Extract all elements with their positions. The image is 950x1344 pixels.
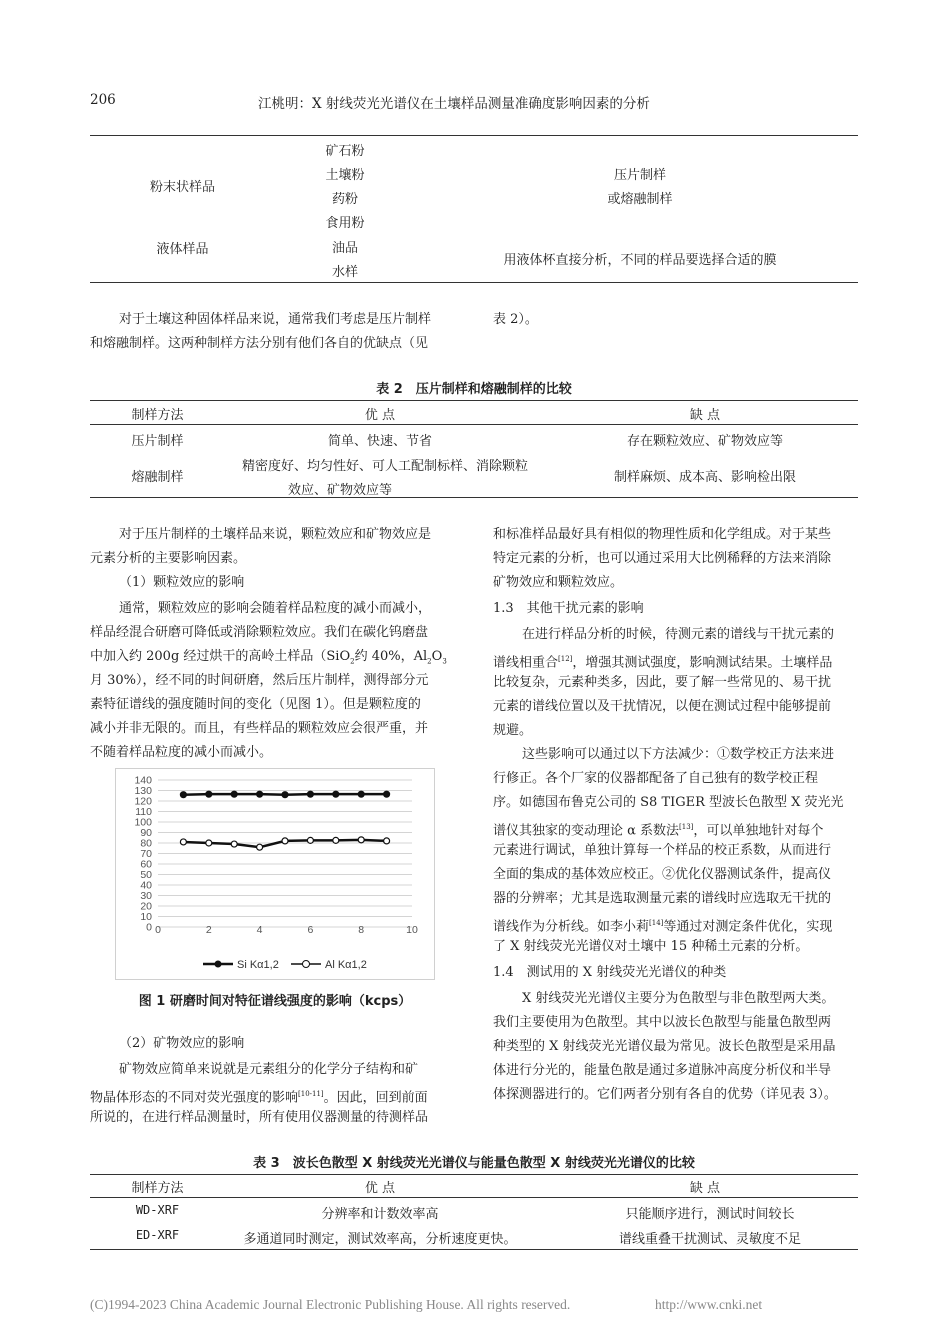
data-point-si bbox=[333, 791, 339, 797]
table2-cell: 制样麻烦、成本高、影响检出限 bbox=[613, 470, 796, 485]
footer bbox=[90, 1297, 763, 1313]
y-tick-label: 10 bbox=[140, 911, 152, 923]
table2-cell: 熔融制样 bbox=[131, 470, 184, 485]
right-p4-line: X 射线荧光光谱仪主要分为色散型与非色散型两大类。 bbox=[522, 991, 835, 1006]
data-point-al bbox=[257, 844, 263, 850]
left-heading-2: （2）矿物效应的影响 bbox=[119, 1036, 245, 1051]
cnki-url[interactable]: http://www.cnki.net bbox=[655, 1297, 763, 1312]
left-p2-line: 样品经混合研磨可降低或消除颗粒效应。我们在碳化钨磨盘 bbox=[90, 625, 429, 640]
legend-al-label: Al Kα1,2 bbox=[325, 959, 367, 971]
x-tick-label: 2 bbox=[205, 924, 212, 936]
right-p2-line: 比较复杂，元素种类多，因此，要了解一些常见的、易干扰 bbox=[493, 675, 832, 690]
y-tick-label: 90 bbox=[140, 827, 152, 839]
y-tick-label: 50 bbox=[140, 869, 152, 881]
table1-sample: 土壤粉 bbox=[325, 168, 365, 183]
y-tick-label: 60 bbox=[140, 858, 152, 871]
data-point-al bbox=[180, 839, 186, 845]
left-p2-line: 中加入约 200g 经过烘干的高岭土样品（SiO$_2$约 40%，$Al_2O_3$ bbox=[90, 649, 447, 666]
right-p2-line: 谱线相重合[12]，增强其测试强度，影响测试结果。土壤样品 bbox=[493, 655, 833, 671]
table2-header: 制样方法 bbox=[131, 408, 184, 423]
y-tick-label: 100 bbox=[134, 816, 152, 829]
running-title: 江桃明：X 射线荧光光谱仪在土壤样品测量准确度影响因素的分析 bbox=[258, 96, 650, 112]
data-point-si bbox=[384, 791, 390, 797]
data-point-al bbox=[206, 840, 212, 846]
left-p2-line: 不随着样品粒度的减小而减小。 bbox=[90, 745, 273, 760]
y-tick-label: 80 bbox=[140, 837, 152, 850]
right-p3-line: 谱线作为分析线。如李小莉[14]等通过对测定条件优化，实现 bbox=[493, 919, 833, 935]
right-p4-line: 体探测器进行的。它们两者分别有各自的优势（详见表 3）。 bbox=[493, 1087, 837, 1102]
x-tick-label: 10 bbox=[406, 924, 418, 936]
data-point-si bbox=[307, 791, 313, 797]
data-point-si bbox=[282, 792, 288, 798]
y-tick-label: 130 bbox=[134, 785, 152, 797]
y-tick-label: 120 bbox=[134, 795, 152, 808]
table3-cell: 分辨率和计数效率高 bbox=[321, 1207, 439, 1222]
left-heading-1: （1）颗粒效应的影响 bbox=[119, 575, 245, 590]
right-p2-line: 元素的谱线位置以及干扰情况，以便在测试过程中能够提前 bbox=[493, 699, 832, 714]
intro-line: 对于土壤这种固体样品来说，通常我们考虑是压片制样 bbox=[119, 312, 432, 327]
table2-cell: 存在颗粒效应、矿物效应等 bbox=[626, 434, 783, 449]
data-point-al bbox=[384, 838, 390, 844]
right-heading-1-3: 1.3 其他干扰元素的影响 bbox=[493, 601, 644, 616]
data-point-al bbox=[333, 837, 339, 843]
table1-method: 压片制样 bbox=[613, 168, 666, 183]
figure1-caption: 图 1 研磨时间对特征谱线强度的影响（kcps） bbox=[138, 994, 412, 1009]
right-p3-line: 这些影响可以通过以下方法减少：①数学校正方法来进 bbox=[522, 747, 835, 762]
table1-bottom-rule bbox=[90, 282, 858, 283]
table2-bottom-rule bbox=[90, 497, 858, 498]
y-tick-label: 20 bbox=[140, 900, 152, 913]
left-p3-line: 物晶体形态的不同对荧光强度的影响[10-11]。因此，回到前面 bbox=[90, 1090, 428, 1106]
table3-header: 优 点 bbox=[364, 1181, 396, 1196]
table1-sample: 矿石粉 bbox=[325, 144, 365, 159]
right-p3-line: 全面的集成的基体效应校正。②优化仪器测试条件，提高仪 bbox=[493, 867, 832, 882]
right-p4-line: 体进行分光的，能量色散是通过多道脉冲高度分析仪和半导 bbox=[493, 1063, 832, 1078]
table1-sample: 水样 bbox=[331, 265, 358, 280]
y-tick-label: 0 bbox=[146, 921, 152, 934]
data-point-al bbox=[231, 841, 237, 847]
table2-caption: 表 2 压片制样和熔融制样的比较 bbox=[376, 382, 572, 397]
left-p2-line: 减小并非无限的。而且，有些样品的颗粒效应会很严重，并 bbox=[90, 721, 429, 736]
right-p3-line: 序。如德国布鲁克公司的 S8 TIGER 型波长色散型 X 荧光光 bbox=[493, 795, 844, 810]
left-p3-line: 矿物效应简单来说就是元素组分的化学分子结构和矿 bbox=[119, 1062, 419, 1077]
data-point-si bbox=[231, 791, 237, 797]
right-p4-line: 我们主要使用为色散型。其中以波长色散型与能量色散型两 bbox=[493, 1015, 832, 1030]
right-p3-line: 行修正。各个厂家的仪器都配备了自己独有的数学校正程 bbox=[493, 771, 819, 786]
right-p3-line: 元素进行调试，单独计算每一个样品的校正系数，从而进行 bbox=[493, 843, 832, 858]
table1-sample: 食用粉 bbox=[325, 216, 365, 231]
left-p1-line: 元素分析的主要影响因素。 bbox=[90, 551, 247, 566]
table2-top-rule bbox=[90, 400, 858, 401]
intro-right: 表 2）。 bbox=[493, 312, 538, 327]
table3-header: 制样方法 bbox=[131, 1181, 184, 1196]
x-tick-label: 8 bbox=[358, 924, 365, 936]
y-tick-label: 30 bbox=[140, 890, 152, 902]
left-p3-line: 所说的，在进行样品测量时，所有使用仪器测量的待测样品 bbox=[90, 1110, 429, 1125]
table1-top-rule bbox=[90, 135, 858, 136]
intro-line: 和熔融制样。这两种制样方法分别有他们各自的优缺点（见 bbox=[90, 336, 429, 351]
right-p1-line: 矿物效应和颗粒效应。 bbox=[493, 575, 624, 590]
data-point-si bbox=[180, 792, 186, 798]
table1-method: 用液体杯直接分析，不同的样品要选择合适的膜 bbox=[503, 253, 777, 268]
data-point-si bbox=[358, 791, 364, 797]
table3-cell: 多通道同时测定，测试效率高，分析速度更快。 bbox=[243, 1232, 517, 1247]
right-p4-line: 种类型的 X 射线荧光光谱仪最为常见。波长色散型是采用晶 bbox=[493, 1039, 836, 1054]
data-point-al bbox=[358, 837, 364, 843]
data-point-al bbox=[282, 838, 288, 844]
data-point-si bbox=[206, 791, 212, 797]
right-p3-line: 器的分辨率；尤其是选取测量元素的谱线时应选取无干扰的 bbox=[493, 891, 832, 906]
copyright-text: (C)1994-2023 China Academic Journal Electronic Publishing House. All rights reserved. bbox=[90, 1297, 571, 1312]
figure1-chart bbox=[115, 768, 435, 980]
y-tick-label: 110 bbox=[135, 806, 152, 818]
table2-mid-rule bbox=[90, 424, 858, 425]
table2-header: 缺 点 bbox=[689, 408, 721, 423]
y-tick-label: 70 bbox=[140, 848, 152, 860]
data-point-si bbox=[257, 791, 263, 797]
left-p2-line: 月 30%），经不同的时间研磨，然后压片制样，测得部分元 bbox=[90, 673, 429, 688]
table2-header: 优 点 bbox=[364, 408, 396, 423]
right-p3-line: 了 X 射线荧光光谱仪对土壤中 15 种稀土元素的分析。 bbox=[493, 939, 809, 954]
legend-al-marker bbox=[303, 961, 310, 968]
table3-cell: 谱线重叠干扰测试、灵敏度不足 bbox=[618, 1232, 801, 1247]
table3-top-rule bbox=[90, 1174, 858, 1175]
y-tick-label: 40 bbox=[140, 879, 152, 892]
table1-sample: 油品 bbox=[331, 241, 358, 256]
table1-method: 或熔融制样 bbox=[607, 192, 673, 207]
table1-sample: 药粉 bbox=[331, 192, 358, 207]
table2-cell: 简单、快速、节省 bbox=[327, 434, 432, 449]
table3-mid-rule bbox=[90, 1197, 858, 1198]
table3-bottom-rule bbox=[90, 1249, 858, 1250]
x-tick-label: 0 bbox=[155, 924, 161, 936]
table2-cell: 压片制样 bbox=[131, 434, 184, 449]
table3-cell: 只能顺序进行，测试时间较长 bbox=[625, 1207, 795, 1222]
left-p2-line: 素特征谱线的强度随时间的变化（见图 1）。但是颗粒度的 bbox=[90, 697, 421, 712]
x-tick-label: 6 bbox=[307, 924, 314, 936]
right-heading-1-4: 1.4 测试用的 X 射线荧光光谱仪的种类 bbox=[493, 965, 727, 980]
table3-caption: 表 3 波长色散型 X 射线荧光光谱仪与能量色散型 X 射线荧光光谱仪的比较 bbox=[253, 1156, 695, 1171]
right-p2-line: 规避。 bbox=[493, 723, 533, 738]
right-p1-line: 和标准样品最好具有相似的物理性质和化学组成。对于某些 bbox=[493, 527, 832, 542]
left-p1-line: 对于压片制样的土壤样品来说，颗粒效应和矿物效应是 bbox=[119, 527, 432, 542]
table1-category: 液体样品 bbox=[156, 242, 209, 257]
y-tick-label: 140 bbox=[134, 774, 152, 787]
table2-cell: 效应、矿物效应等 bbox=[287, 483, 392, 498]
table1-category: 粉末状样品 bbox=[149, 180, 215, 195]
table2-cell: 精密度好、均匀性好、可人工配制标样、消除颗粒 bbox=[241, 459, 528, 474]
x-tick-label: 4 bbox=[256, 924, 263, 936]
left-p2-line: 通常，颗粒效应的影响会随着样品粒度的减小而减小， bbox=[119, 601, 432, 616]
right-p2-line: 在进行样品分析的时候，待测元素的谱线与干扰元素的 bbox=[522, 627, 835, 642]
table3-header: 缺 点 bbox=[689, 1181, 721, 1196]
page-number: 206 bbox=[90, 92, 116, 108]
table3-cell: WD-XRF bbox=[135, 1203, 180, 1217]
legend-si-label: Si Kα1,2 bbox=[237, 959, 279, 971]
table3-cell: ED-XRF bbox=[135, 1228, 180, 1242]
right-p3-line: 谱仪其独家的变动理论 α 系数法[13]，可以单独地针对每个 bbox=[493, 823, 824, 839]
data-point-al bbox=[307, 837, 313, 843]
legend-si-marker bbox=[215, 961, 222, 968]
right-p1-line: 特定元素的分析，也可以通过采用大比例稀释的方法来消除 bbox=[493, 551, 832, 566]
